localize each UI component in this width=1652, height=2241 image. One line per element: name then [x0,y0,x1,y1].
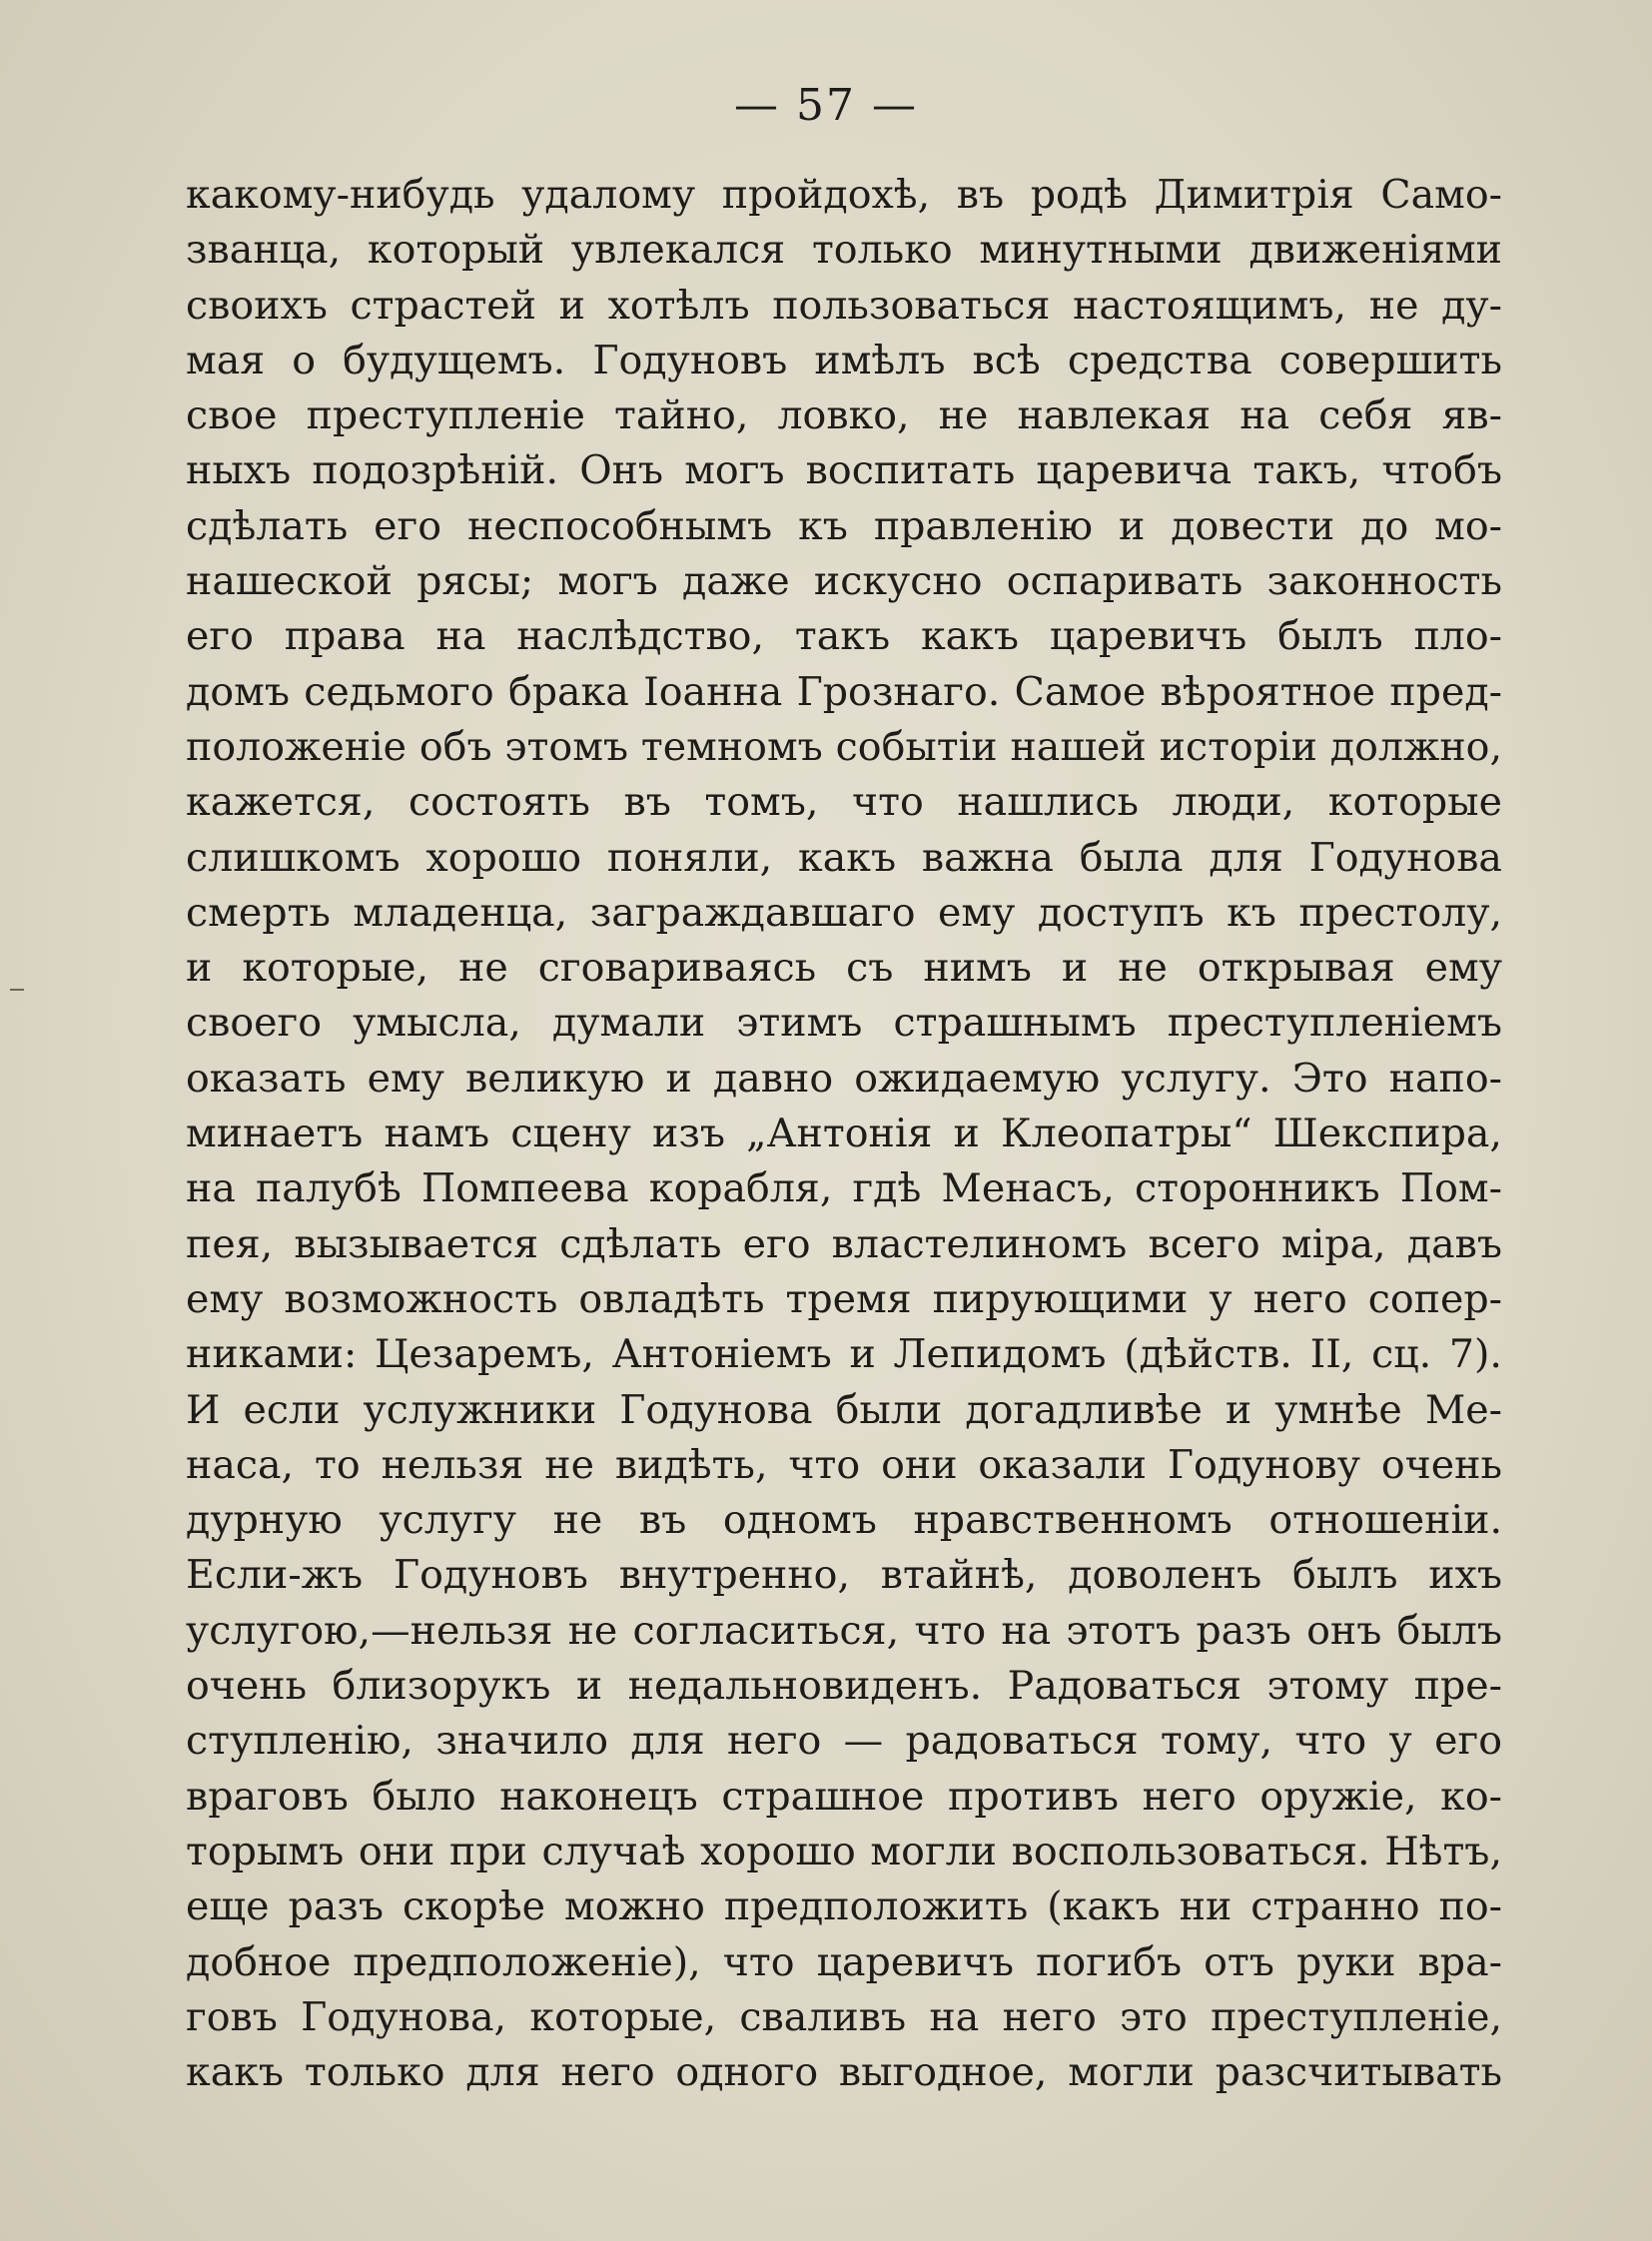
text-line: домъ седьмого брака Іоанна Грознаго. Самое вѣроятное пред- [186,668,1502,715]
text-line: очень близорукъ и недальновиденъ. Радоваться этому пре- [186,1663,1502,1710]
text-line: услугою,—нельзя не согласиться, что на этотъ разъ онъ былъ [186,1607,1502,1654]
text-line: нашеской рясы; могъ даже искусно оспаривать законность [186,558,1502,605]
text-line: на палубѣ Помпеева корабля, гдѣ Менасъ, сторонникъ Пом- [186,1165,1502,1212]
text-line: пея, вызывается сдѣлать его властелиномъ всего міра, давъ [186,1220,1502,1267]
text-line: положеніе объ этомъ темномъ событіи нашей исторіи должно, [186,723,1502,770]
text-line: какому-нибудь удалому пройдохѣ, въ родѣ Димитрія Само- [186,172,1502,218]
text-line: оказать ему великую и давно ожидаемую услугу. Это напо- [186,1055,1502,1102]
text-line: кажется, состоять въ томъ, что нашлись люди, которые [186,779,1502,826]
text-line: говъ Годунова, которые, сваливъ на него это преступленіе, [186,1993,1502,2040]
text-line: Если-жъ Годуновъ внутренно, втайнѣ, доволенъ былъ ихъ [186,1552,1502,1599]
text-line: смерть младенца, заграждавшаго ему доступъ къ престолу, [186,889,1502,936]
text-line: добное предположеніе), что царевичъ погибъ отъ руки вра- [186,1938,1502,1985]
text-line: своего умысла, думали этимъ страшнымъ преступленіемъ [186,1000,1502,1047]
text-line: мая о будущемъ. Годуновъ имѣлъ всѣ средства совершить [186,337,1502,383]
text-line: враговъ было наконецъ страшное противъ него оружіе, ко- [186,1773,1502,1820]
text-line: свое преступленіе тайно, ловко, не навлекая на себя яв- [186,392,1502,439]
text-line: какъ только для него одного выгодное, могли разсчитывать [186,2049,1502,2096]
text-line: наса, то нельзя не видѣть, что они оказали Годунову очень [186,1441,1502,1488]
text-line: торымъ они при случаѣ хорошо могли воспользоваться. Нѣтъ, [186,1828,1502,1874]
text-line: минаетъ намъ сцену изъ „Антонія и Клеопатры“ Шекспира, [186,1111,1502,1157]
text-line: ему возможность овладѣть тремя пирующими у него сопер- [186,1275,1502,1322]
text-line: еще разъ скорѣе можно предположить (какъ ни странно по- [186,1883,1502,1930]
text-line: ныхъ подозрѣній. Онъ могъ воспитать царевича такъ, чтобъ [186,447,1502,494]
text-line: и которые, не сговариваясь съ нимъ и не открывая ему [186,945,1502,992]
text-line: его права на наслѣдство, такъ какъ царевичъ былъ пло- [186,613,1502,660]
text-line: сдѣлать его неспособнымъ къ правленію и довести до мо- [186,502,1502,549]
text-line: никами: Цезаремъ, Антоніемъ и Лепидомъ (дѣйств. II, сц. 7). [186,1331,1502,1378]
text-line: званца, который увлекался только минутными движеніями [186,227,1502,274]
text-line: слишкомъ хорошо поняли, какъ важна была для Годунова [186,834,1502,881]
text-line: И если услужники Годунова были догадливѣе и умнѣе Ме- [186,1386,1502,1433]
text-line: ступленію, значило для него — радоваться тому, что у его [186,1718,1502,1765]
body-text [186,168,1502,2100]
page-number: — 57 — [734,80,918,131]
margin-mark [10,989,24,991]
text-line: своихъ страстей и хотѣлъ пользоваться настоящимъ, не ду- [186,282,1502,329]
text-line: дурную услугу не въ одномъ нравственномъ отношеніи. [186,1497,1502,1544]
